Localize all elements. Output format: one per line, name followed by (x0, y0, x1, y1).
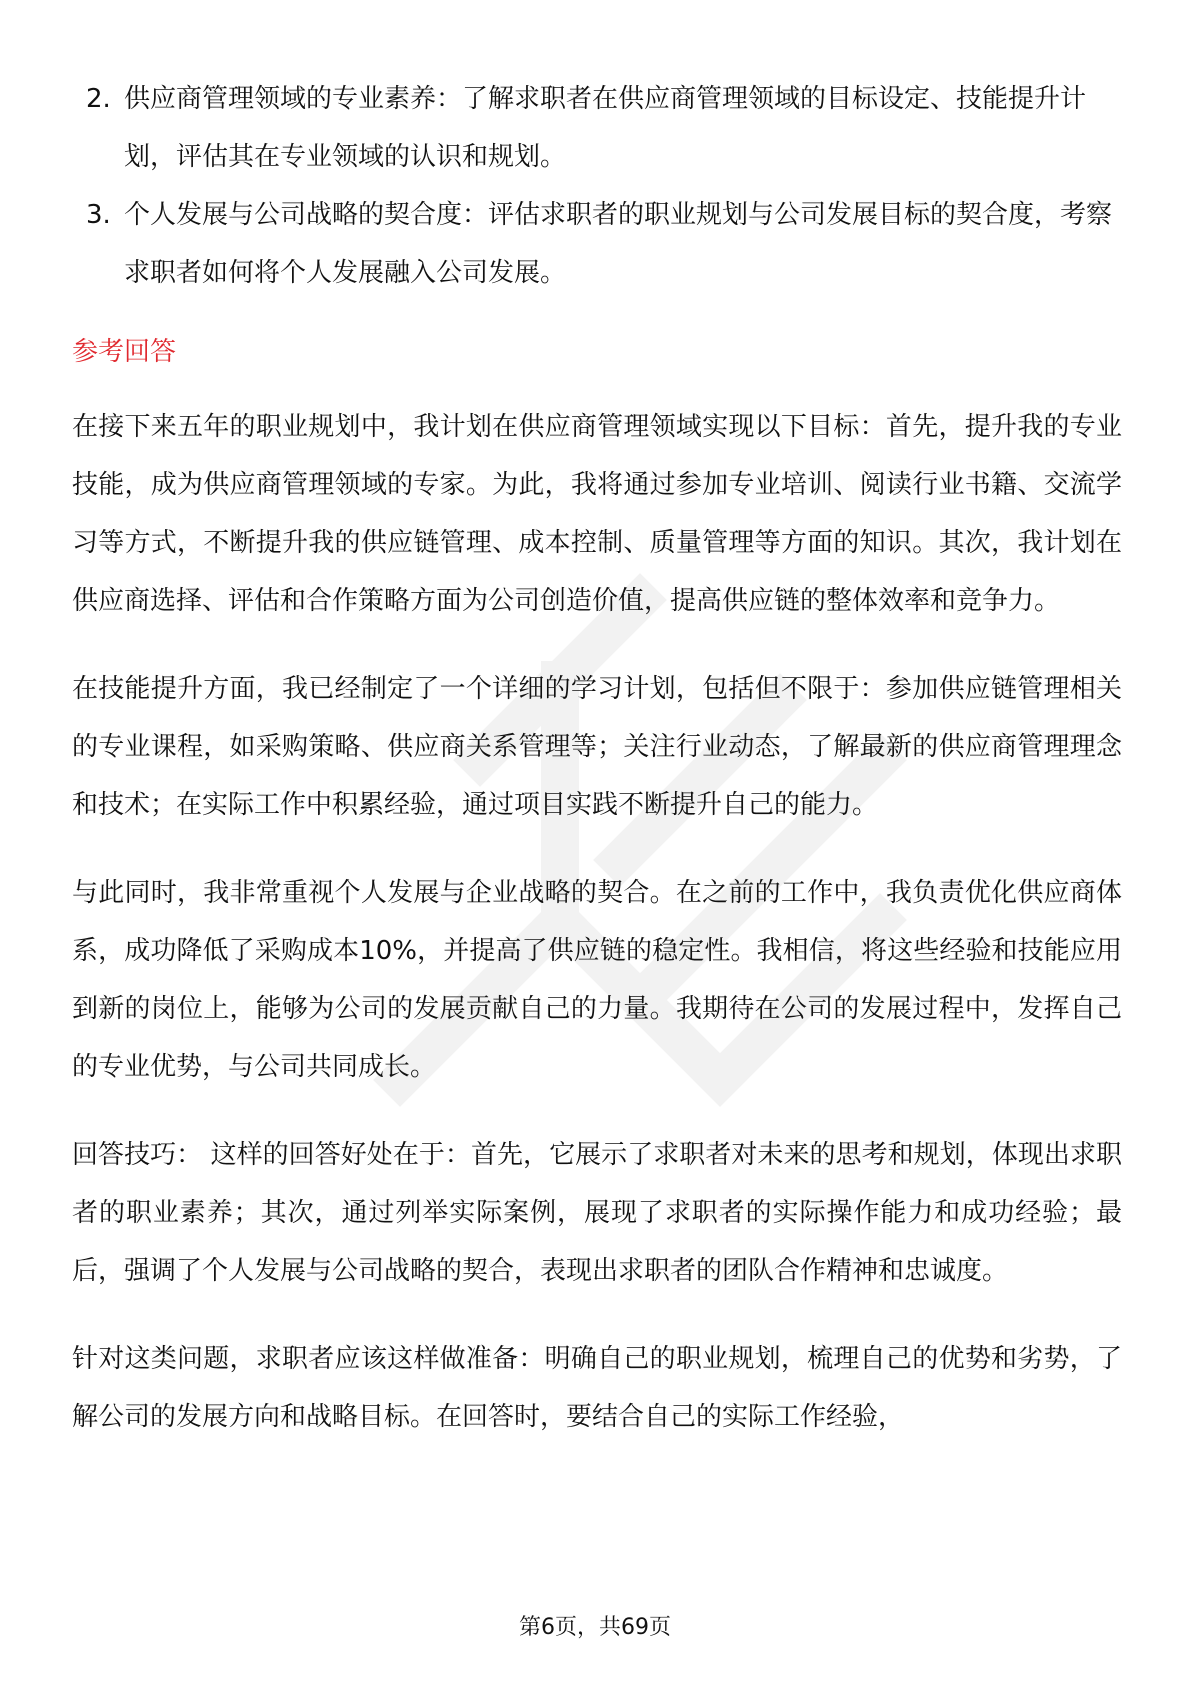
paragraph: 与此同时，我非常重视个人发展与企业战略的契合。在之前的工作中，我负责优化供应商体系，成功降低了采购成本10%，并提高了供应链的稳定性。我相信，将这些经验和技能应用到新的岗位上，能够为公司的发展贡献自己的力量。我期待在公司的发展过程中，发挥自己的专业优势，与公司共同成长。 (72, 878, 1122, 1082)
paragraph: 回答技巧： 这样的回答好处在于：首先，它展示了求职者对未来的思考和规划，体现出求职者的职业素养；其次，通过列举实际案例，展现了求职者的实际操作能力和成功经验；最后，强调了个人发展与公司战略的契合，表现出求职者的团队合作精神和忠诚度。 (72, 1140, 1122, 1286)
paragraph: 在技能提升方面，我已经制定了一个详细的学习计划，包括但不限于：参加供应链管理相关的专业课程，如采购策略、供应商关系管理等；关注行业动态，了解最新的供应商管理理念和技术；在实际工作中积累经验，通过项目实践不断提升自己的能力。 (72, 674, 1122, 820)
page-footer: 第6页，共69页 (519, 1615, 671, 1640)
paragraph: 在接下来五年的职业规划中，我计划在供应商管理领域实现以下目标：首先，提升我的专业技能，成为供应商管理领域的专家。为此，我将通过参加专业培训、阅读行业书籍、交流学习等方式，不断提升我的供应链管理、成本控制、质量管理等方面的知识。其次，我计划在供应商选择、评估和合作策略方面为公司创造价值，提高供应链的整体效率和竞争力。 (72, 412, 1122, 616)
list-item (72, 70, 1122, 186)
numbered-list (72, 70, 1122, 302)
list-item-number: 3. (86, 200, 111, 230)
paragraph: 针对这类问题，求职者应该这样做准备：明确自己的职业规划，梳理自己的优势和劣势，了解公司的发展方向和战略目标。在回答时，要结合自己的实际工作经验， (72, 1344, 1122, 1432)
list-item-text: 个人发展与公司战略的契合度：评估求职者的职业规划与公司发展目标的契合度，考察求职者如何将个人发展融入公司发展。 (124, 200, 1113, 288)
list-item-number: 2. (86, 84, 111, 114)
document-content (72, 70, 1122, 1476)
list-item-text: 供应商管理领域的专业素养：了解求职者在供应商管理领域的目标设定、技能提升计划，评估其在专业领域的认识和规划。 (124, 84, 1087, 172)
list-item (72, 186, 1122, 302)
section-title: 参考回答 (72, 337, 177, 367)
